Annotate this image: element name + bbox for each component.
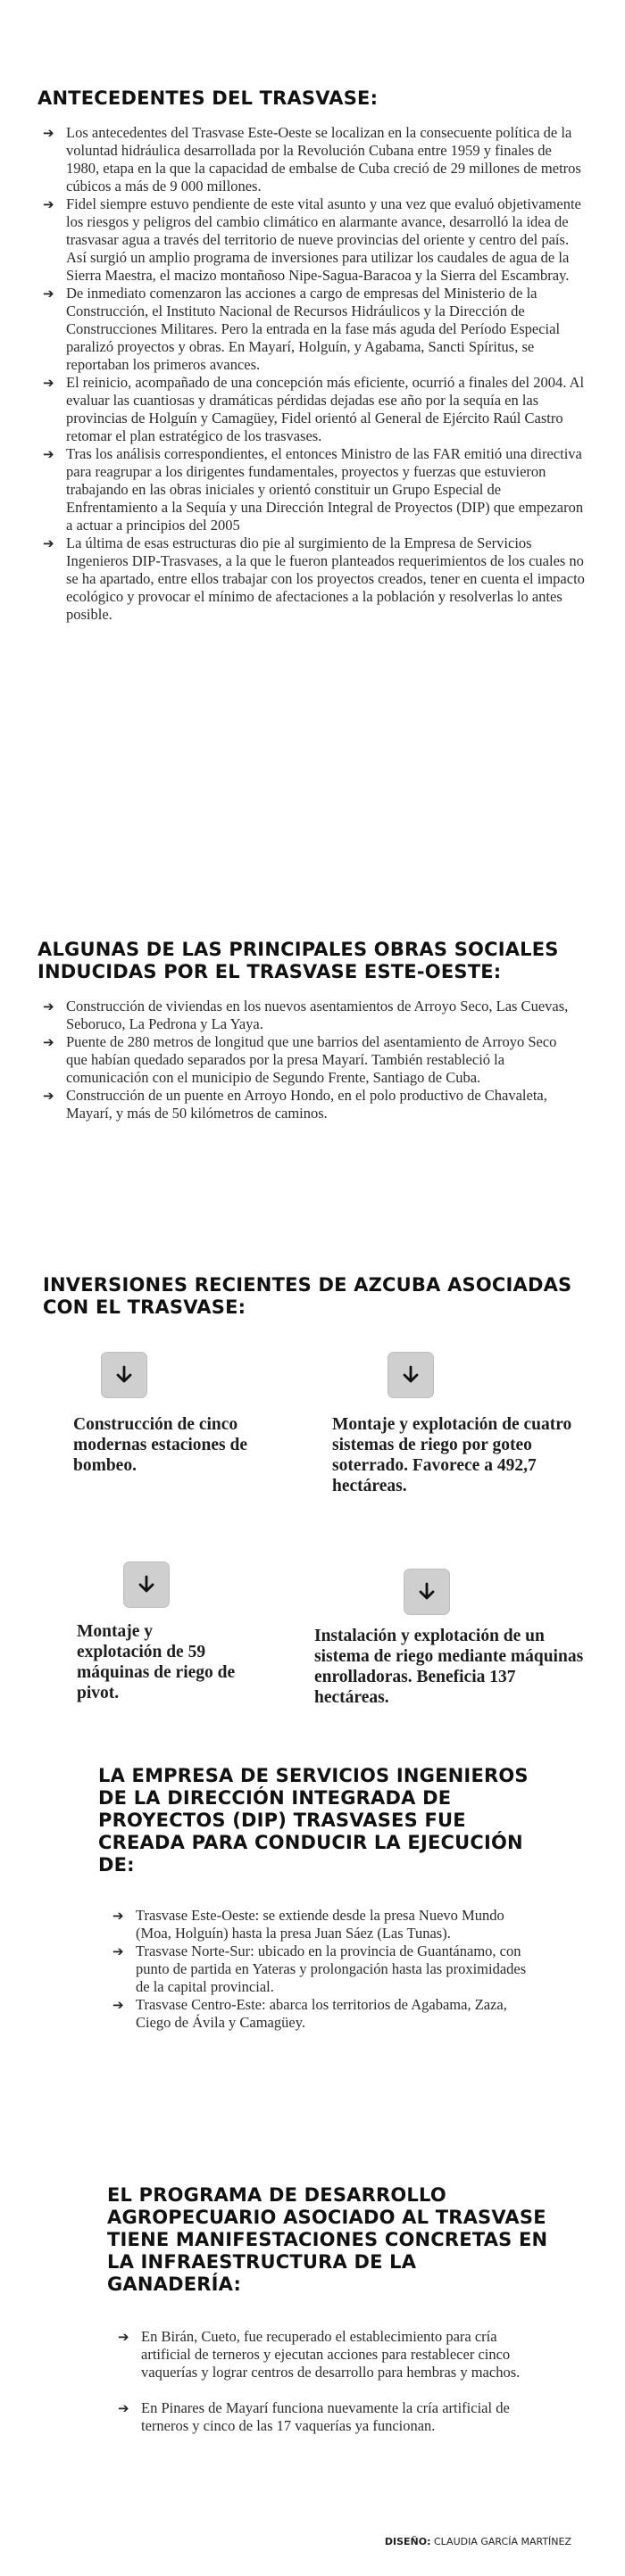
arrow-right-icon: ➔ [43, 998, 54, 1015]
inversion-text: Montaje y explotación de cuatro sistemas de riego por goteo soterrado. Favorece a 492,7 hectáreas. [332, 1415, 572, 1495]
list-item: ➔ En Birán, Cueto, fue recuperado el establecimiento para cría artificial de terneros y ejecutan acciones para restablecer cinco vaquerías y lograr centros de desarrollo para hembras y machos. [118, 2328, 521, 2381]
arrow-right-icon: ➔ [118, 2400, 129, 2416]
section-title-antecedentes: ANTECEDENTES DEL TRASVASE: [38, 87, 379, 109]
arrow-down-box [404, 1569, 450, 1615]
section-inversiones [43, 1274, 579, 1319]
list-item: ➔ La última de esas estructuras dio pie al surgimiento de la Empresa de Servicios Ingenieros DIP-Trasvases, a la que le fueron planteados requerimientos de los cuales no se ha apartado, entre ellos trabajar con los proyectos creados, tener en cuenta el impacto ecológico y provocar el mínimo de afectaciones a la población y resolverlas lo antes posible. [43, 534, 585, 623]
obras-list [38, 998, 573, 1122]
inversion-text: Montaje y explotación de 59 máquinas de riego de pivot. [77, 1622, 236, 1702]
arrow-right-icon: ➔ [112, 1908, 124, 1924]
section-obras [38, 939, 573, 1122]
arrow-down-icon [113, 1364, 135, 1386]
arrow-right-icon: ➔ [43, 286, 54, 302]
arrow-down-box [388, 1352, 434, 1398]
antecedentes-list [38, 124, 588, 624]
arrow-right-icon: ➔ [43, 1088, 54, 1104]
list-item: ➔ Los antecedentes del Trasvase Este-Oeste se localizan en la consecuente política de la voluntad hidráulica desarrollada por la Revolución Cubana entre 1959 y finales de 1980, etapa en la que la capacidad de embalse de Cuba creció de 29 millones de metros cúbicos a más de 9 000 millones. [43, 124, 581, 195]
list-item: ➔ Construcción de un puente en Arroyo Hondo, en el polo productivo de Chavaleta, Mayarí, y más de 50 kilómetros de caminos. [43, 1087, 547, 1122]
list-item: ➔ De inmediato comenzaron las acciones a cargo de empresas del Ministerio de la Construcción, el Instituto Nacional de Recursos Hidráulicos y la Dirección de Construcciones Militares. Pero la entrada en la fase más aguda del Período Especial paralizó proyectos y obras. En Mayarí, Holguín, y Agabama, Sancti Spíritus, se reportaban los primeros avances. [43, 285, 561, 373]
list-item: ➔ Trasvase Centro-Este: abarca los territorios de Agabama, Zaza, Ciego de Ávila y Camagüey. [112, 1996, 507, 2031]
arrow-right-icon: ➔ [43, 446, 54, 462]
inversion-text: Construcción de cinco modernas estaciones de bombeo. [73, 1415, 247, 1475]
arrow-right-icon: ➔ [118, 2329, 129, 2345]
list-item: ➔ El reinicio, acompañado de una concepción más eficiente, ocurrió a finales del 2004. Al evaluar las cuantiosas y dramáticas pérdidas dejadas ese año por la sequía en las provincias de Holguín y Camagüey, Fidel orientó al General de Ejército Raúl Castro retomar el plan estratégico de los trasvases. [43, 374, 585, 444]
arrow-down-icon [136, 1574, 157, 1595]
section-title-empresa: LA EMPRESA DE SERVICIOS INGENIEROS DE LA DIRECCIÓN INTEGRADA DE PROYECTOS (DIP) TRASVASES FUE CREADA PARA CONDUCIR LA EJECUCIÓN DE: [98, 1765, 529, 1876]
section-empresa [98, 1765, 554, 2032]
arrow-down-icon [416, 1581, 438, 1603]
arrow-down-icon [400, 1364, 421, 1386]
arrow-right-icon: ➔ [43, 375, 54, 391]
list-item: ➔ Puente de 280 metros de longitud que une barrios del asentamiento de Arroyo Seco que habían quedado separados por la presa Mayarí. También restableció la comunicación con el municipio de Segundo Frente, Santiago de Cuba. [43, 1033, 557, 1086]
arrow-right-icon: ➔ [112, 1997, 124, 2013]
arrow-down-box [101, 1352, 147, 1398]
empresa-list [98, 1907, 527, 2032]
section-title-obras: ALGUNAS DE LAS PRINCIPALES OBRAS SOCIALES INDUCIDAS POR EL TRASVASE ESTE-OESTE: [38, 939, 559, 982]
arrow-right-icon: ➔ [43, 125, 54, 141]
list-item: ➔ Tras los análisis correspondientes, el entonces Ministro de las FAR emitió una directiva para reagrupar a los dirigentes fundamentales, proyectos y fuerzas que estuvieron trabajando en las obras iniciales y orientó constituir un Grupo Especial de Enfrentamiento a la Sequía y una Dirección Integral de Proyectos (DIP) que empezaron a actuar a principios del 2005 [43, 445, 584, 534]
inversion-text: Instalación y explotación de un sistema de riego mediante máquinas enrolladoras. Beneficia 137 hectáreas. [314, 1627, 584, 1707]
arrow-right-icon: ➔ [43, 1034, 54, 1050]
list-item: ➔ Fidel siempre estuvo pendiente de este vital asunto y una vez que evaluó objetivamente los riesgos y peligros del cambio climático en alarmante avance, desarrolló la idea de trasvasar agua a través del territorio de nueve provincias del oriente y centro del país. Así surgió un amplio programa de inversiones para utilizar los caudales de agua de la Sierra Maestra, el macizo montañoso Nipe-Sagua-Baracoa y la Sierra del Escambray. [43, 195, 581, 284]
section-programa [107, 2184, 554, 2435]
list-item: ➔ Trasvase Norte-Sur: ubicado en la provincia de Guantánamo, con punto de partida en Yateras y prolongación hasta las proximidades de la capital provincial. [112, 1942, 527, 1995]
design-credit-name: CLAUDIA GARCÍA MARTÍNEZ [434, 2536, 571, 2547]
programa-list [107, 2328, 523, 2435]
list-item: ➔ Construcción de viviendas en los nuevos asentamientos de Arroyo Seco, Las Cuevas, Seboruco, La Pedrona y La Yaya. [43, 998, 569, 1032]
section-title-inversiones: INVERSIONES RECIENTES DE AZCUBA ASOCIADAS CON EL TRASVASE: [43, 1274, 572, 1318]
section-title-programa: EL PROGRAMA DE DESARROLLO AGROPECUARIO ASOCIADO AL TRASVASE TIENE MANIFESTACIONES CONCRETAS EN LA INFRAESTRUCTURA DE LA GANADERÍA: [107, 2184, 548, 2295]
list-item: ➔ En Pinares de Mayarí funciona nuevamente la cría artificial de terneros y cinco de las 17 vaquerías ya funcionan. [118, 2399, 510, 2434]
arrow-down-box [123, 1561, 170, 1608]
design-credit [385, 2536, 571, 2547]
list-item: ➔ Trasvase Este-Oeste: se extiende desde la presa Nuevo Mundo (Moa, Holguín) hasta la presa Juan Sáez (Las Tunas). [112, 1907, 504, 1942]
design-credit-label: DISEÑO: [384, 2536, 431, 2547]
section-antecedentes [38, 87, 588, 624]
arrow-right-icon: ➔ [43, 535, 54, 551]
arrow-right-icon: ➔ [112, 1943, 124, 1959]
arrow-right-icon: ➔ [43, 196, 54, 212]
